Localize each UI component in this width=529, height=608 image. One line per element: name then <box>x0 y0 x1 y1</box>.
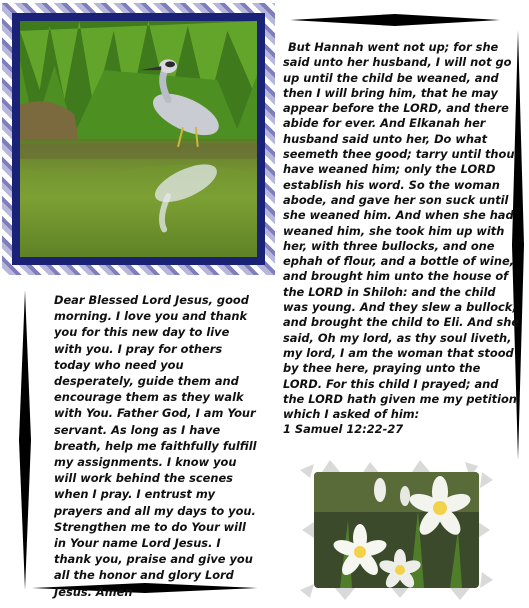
flower-photo <box>300 460 493 600</box>
prayer-text: Dear Blessed Lord Jesus, good morning. I love you and thank you for this new day to live with you. I pray for others today who need you desperately, guide them and encourage them as they walk with You. Father God, I am Your servant. As long as I have breath, help me faithfully fulfill my assignments. I know you will work behind the scenes when I pray. I entrust my prayers and all my days to you. Strengthen me to do Your will in Your name Lord Jesus. I thank you, praise and give you all the honor and glory Lord Jesus. Amen <box>54 293 257 599</box>
scripture-passage <box>283 40 521 438</box>
heron-photo <box>12 13 265 265</box>
left-divider <box>19 290 31 590</box>
heron-photo-image <box>20 21 257 257</box>
flower-photo-image <box>300 460 493 600</box>
heron-photo-frame <box>2 3 275 275</box>
top-divider <box>290 14 500 26</box>
scripture-reference: 1 Samuel 12:22-27 <box>283 422 404 437</box>
scripture-body: But Hannah went not up; for she said unto her husband, I will not go up until the child be weaned, and then I will bring him, that he may appear before the LORD, and there abide for ever. And Elkanah her husband said unto her, Do what seemeth thee good; tarry until thou have weaned him; only the LORD establish his word. So the woman abode, and gave her son suck until she weaned him. And when she had weaned him, she took him up with her, with three bullocks, and one ephah of flour, and a bottle of wine, and brought him unto the house of the LORD in Shiloh: and the child was young. And they slew a bullock, and brought the child to Eli. And she said, Oh my lord, as thy soul liveth, my lord, I am the woman that stood by thee here, praying unto the LORD. For this child I prayed; and the LORD hath given me my petition which I asked of him: <box>283 40 520 422</box>
